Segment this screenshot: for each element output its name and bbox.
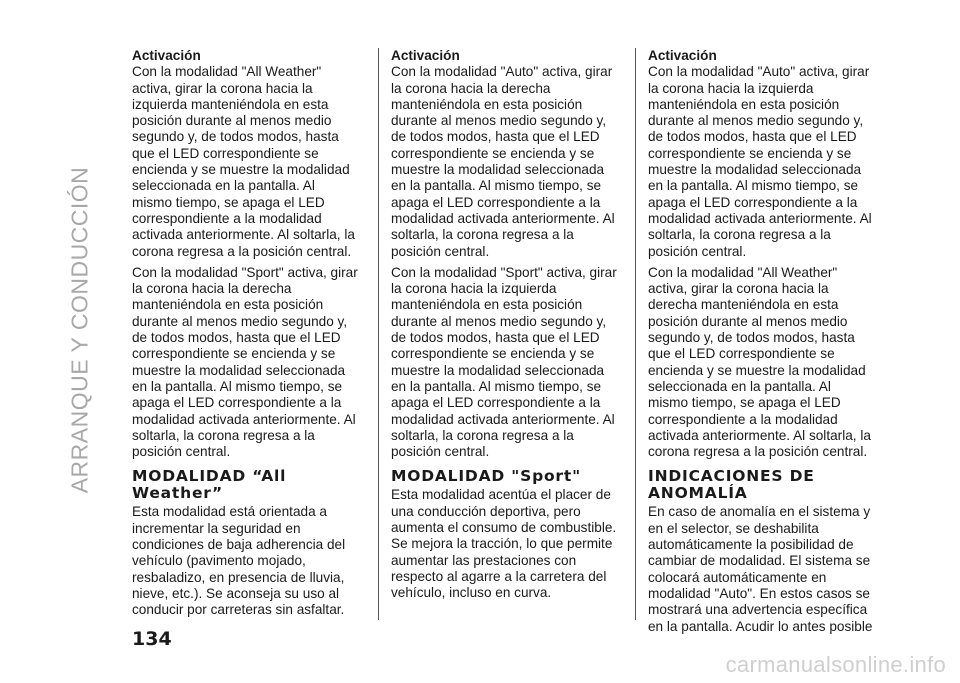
section-title: MODALIDAD "Sport" — [391, 467, 581, 486]
paragraph: Con la modalidad "Auto" activa, girar la corona hacia la izquierda manteniéndola en esta posición durante al menos medio segundo y, de todos modos, hasta que el LED correspondiente se encienda y se muestre la modalidad seleccionada en la pantalla. Al mismo tiempo, se apaga el LED correspondiente a la modalidad activada anteriormente. Al soltarla, la corona regresa a la posición central. — [648, 64, 872, 259]
chapter-side-title: ARRANQUE Y CONDUCCIÓN — [66, 166, 93, 494]
column-1 — [132, 48, 358, 624]
paragraph: En caso de anomalía en el sistema y en el selector, se deshabilita automáticamente la posibilidad de cambiar de modalidad. El sistema se colocará automáticamente en modalidad "Auto". En estos casos se mostrará una advertencia específica en la pantalla. Acudir lo antes posible — [648, 504, 873, 634]
column-3 — [648, 48, 874, 640]
paragraph: Esta modalidad acentúa el placer de una conducción deportiva, pero aumenta el consumo de combustible. Se mejora la tracción, lo que permite aumentar las prestaciones con respecto al agarre a la carretera del vehículo, incluso en curva. — [391, 487, 617, 601]
section-title: INDICACIONES DE ANOMALÍA — [648, 467, 815, 503]
column-divider — [635, 48, 636, 620]
paragraph: Con la modalidad "Auto" activa, girar la corona hacia la derecha manteniéndola en esta posición durante al menos medio segundo y, de todos modos, hasta que el LED correspondiente se encienda y se muestre la modalidad seleccionada en la pantalla. Al mismo tiempo, se apaga el LED correspondiente a la modalidad activada anteriormente. Al soltarla, la corona regresa a la posición central. — [391, 64, 615, 259]
subheading-activation: Activación — [648, 48, 717, 63]
paragraph: Con la modalidad "Sport" activa, girar la corona hacia la derecha manteniéndola en esta posición durante al menos medio segundo y, de todos modos, hasta que el LED correspondiente se encienda y se muestre la modalidad seleccionada en la pantalla. Al mismo tiempo, se apaga el LED correspondiente a la modalidad activada anteriormente. Al soltarla, la corona regresa a la posición central. — [132, 264, 358, 460]
paragraph: Con la modalidad "All Weather" activa, girar la corona hacia la izquierda manteniéndola en esta posición durante al menos medio segundo y, de todos modos, hasta que el LED correspondiente se encienda y se muestre la modalidad seleccionada en la pantalla. Al mismo tiempo, se apaga el LED correspondiente a la modalidad activada anteriormente. Al soltarla, la corona regresa a la posición central. — [132, 64, 355, 259]
paragraph: Con la modalidad "Sport" activa, girar la corona hacia la izquierda manteniéndola en esta posición durante al menos medio segundo y, de todos modos, hasta que el LED correspondiente se encienda y se muestre la modalidad seleccionada en la pantalla. Al mismo tiempo, se apaga el LED correspondiente a la modalidad activada anteriormente. Al soltarla, la corona regresa a la posición central. — [391, 264, 617, 460]
subheading-activation: Activación — [132, 48, 201, 63]
column-divider — [378, 48, 379, 620]
watermark: carmanualsonline.info — [725, 652, 946, 677]
paragraph: Esta modalidad está orientada a incrementar la seguridad en condiciones de baja adherencia del vehículo (pavimento mojado, resbaladizo, en presencia de lluvia, nieve, etc.). Se aconseja su uso al conducir por carreteras sin asfaltar. — [132, 504, 346, 618]
section-title: MODALIDAD “All Weather” — [132, 467, 287, 503]
page-number: 134 — [132, 628, 172, 650]
subheading-activation: Activación — [391, 48, 460, 63]
paragraph: Con la modalidad "All Weather" activa, girar la corona hacia la derecha manteniéndola en esta posición durante al menos medio segundo y, de todos modos, hasta que el LED correspondiente se encienda y se muestre la modalidad seleccionada en la pantalla. Al mismo tiempo, se apaga el LED correspondiente a la modalidad activada anteriormente. Al soltarla, la corona regresa a la posición central. — [648, 264, 871, 460]
column-2 — [391, 48, 617, 607]
